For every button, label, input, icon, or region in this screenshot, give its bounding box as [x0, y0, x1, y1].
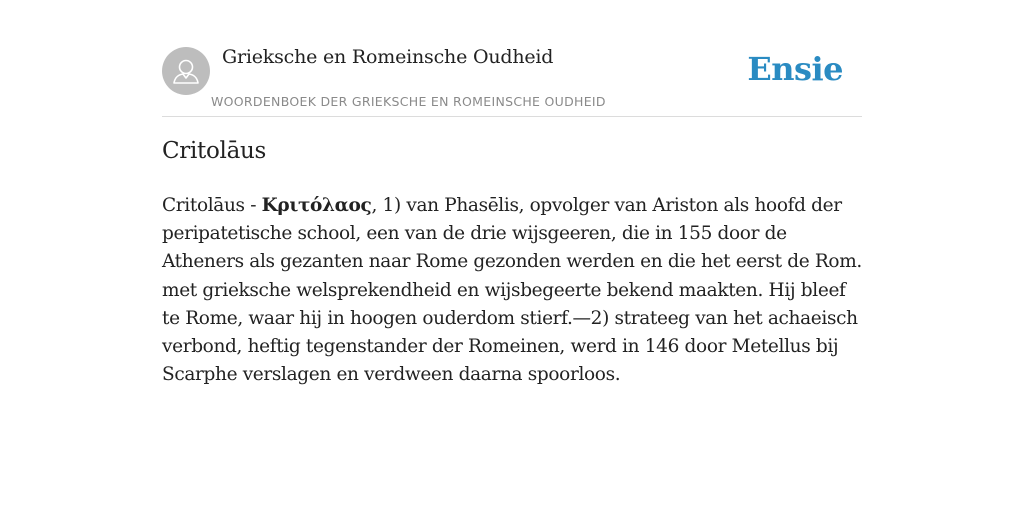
author-link[interactable]: Grieksche en Romeinsche Oudheid [222, 46, 554, 68]
entry-headword: Critolāus [162, 195, 245, 216]
entry-body [162, 192, 864, 389]
entry-separator: - [244, 195, 262, 216]
user-icon [162, 47, 210, 95]
header [162, 44, 862, 117]
avatar[interactable] [162, 47, 210, 95]
entry-definition: , 1) van Phasēlis, opvolger van Ariston als hoofd der peripatetische school, een van de drie wijsgeeren, die in 155 door de Atheners als gezanten naar Rome gezonden werden en die het eerst de Rom. met grieksche welsprekendheid en wijsbegeerte bekend maakten. Hij bleef te Rome, waar hij in hoogen ouderdom stierf.—2) strateeg van het achaeisch verbond, heftig tegenstander der Romeinen, werd in 146 door Metellus bij Scarphe verslagen en verdween daarna spoorloos. [162, 195, 862, 386]
page-title: Critolāus [162, 138, 267, 164]
source-subtitle[interactable]: WOORDENBOEK DER GRIEKSCHE EN ROMEINSCHE OUDHEID [211, 94, 606, 109]
greek-term: Κριτόλαος [261, 195, 372, 216]
brand-logo[interactable]: Ensie [747, 50, 843, 88]
